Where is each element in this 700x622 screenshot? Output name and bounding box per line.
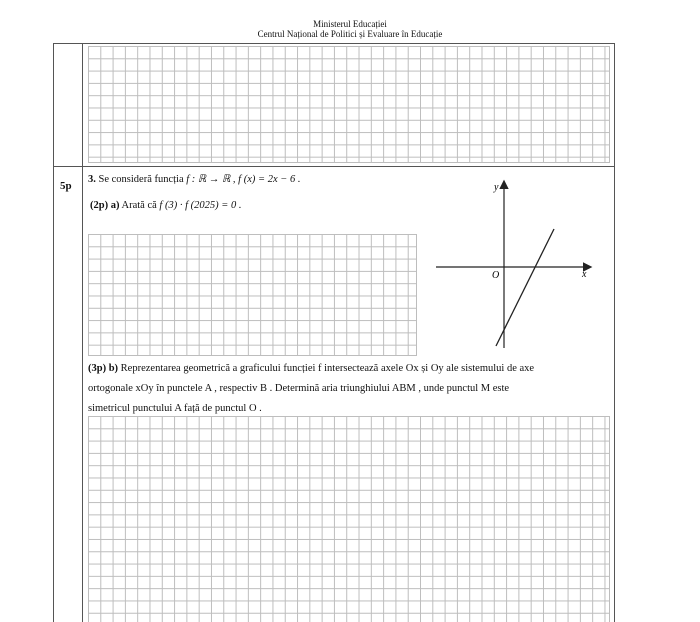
part-b-text-2: ortogonale xOy în punctele A , respectiv B . Determină aria triunghiului ABM , unde punctul M este <box>88 383 510 394</box>
table-left-border <box>53 43 54 622</box>
part-a-statement <box>90 199 241 213</box>
part-b-score: (3p) b) <box>88 363 119 374</box>
part-a-text: Arată că <box>121 200 157 211</box>
points-label: 5p <box>60 180 72 192</box>
function-line <box>496 229 554 346</box>
part-a-expression: f (3) · f (2025) = 0 . <box>159 200 242 211</box>
function-definition: f : ℝ → ℝ , f (x) = 2x − 6 . <box>186 174 301 185</box>
table-top-border <box>53 43 615 44</box>
x-axis-label: x <box>582 269 587 280</box>
origin-label: O <box>492 270 500 281</box>
part-b-statement <box>88 359 610 419</box>
header-center: Centrul Național de Politici și Evaluare în Educație <box>257 29 443 39</box>
part-b-line-1 <box>88 359 610 379</box>
part-b-text-3: simetricul punctului A față de punctul O . <box>88 403 262 414</box>
answer-grid-part-b[interactable] <box>88 416 610 622</box>
part-a-score: (2p) a) <box>90 200 120 211</box>
function-graph <box>430 174 600 354</box>
answer-grid-part-a[interactable] <box>88 234 417 356</box>
column-divider <box>82 43 83 622</box>
problem-statement <box>88 173 300 187</box>
answer-grid-previous[interactable] <box>88 46 610 163</box>
y-axis-label: y <box>494 182 499 193</box>
part-b-text-1: Reprezentarea geometrică a graficului funcției f intersectează axele Ox și Oy ale sistemului de axe <box>120 363 535 374</box>
problem-number: 3. <box>88 174 96 185</box>
header-ministry: Ministerul Educației <box>313 19 387 29</box>
row-divider <box>53 166 615 167</box>
table-right-border <box>614 43 615 622</box>
statement-prefix: Se consideră funcția <box>98 174 184 185</box>
